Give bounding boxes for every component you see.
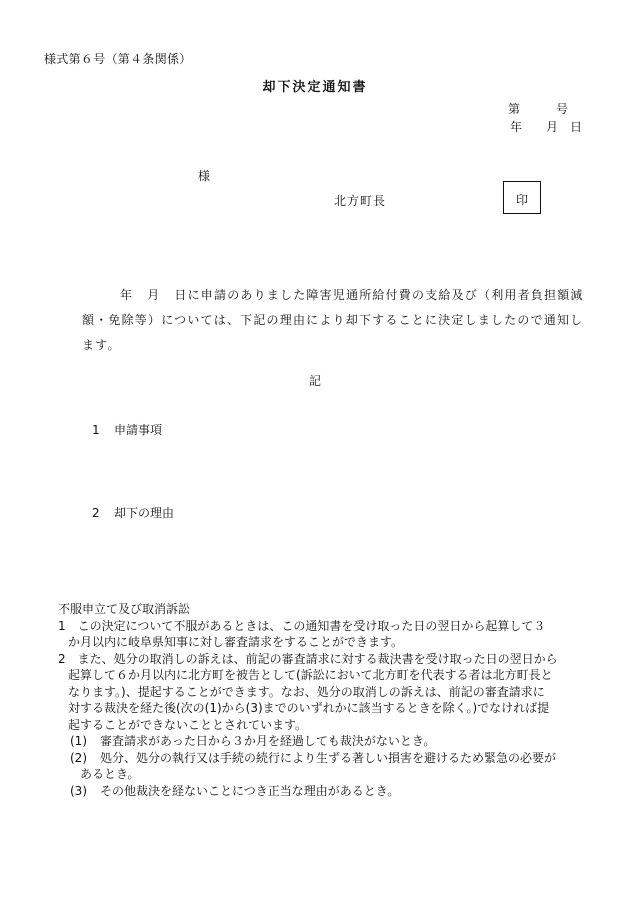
sub-number: (2) (70, 750, 87, 765)
doc-no-suffix: 号 (556, 102, 569, 116)
sub-number: (3) (70, 783, 87, 798)
notice-p1-line2: か月以内に岐阜県知事に対し審査請求をすることができます。 (68, 635, 404, 649)
sub-number: (1) (70, 734, 87, 748)
notice-p2-line1: 2 また、処分の取消しの訴えは、前記の審査請求に対する裁決書を受け取った日の翌日から (58, 651, 558, 666)
item-number: 1 (92, 423, 100, 437)
sub-text: 処分、処分の執行又は手続の続行により生ずる著しい損害を避けるため緊急の必要が (100, 750, 557, 765)
notice-sub-3 (58, 783, 598, 800)
notice-heading: 不服申立て及び取消訴訟 (58, 602, 191, 616)
body-year: 年 (120, 288, 134, 302)
item-number: 2 (92, 506, 100, 520)
notice-sub-1 (58, 733, 598, 750)
notice-p2-line4: 対する裁決を経た後(次の(1)から(3)までのいずれかに該当するときを除く。)でなければ提 (68, 701, 550, 715)
notice-sub-2 (58, 750, 598, 767)
form-number: 様式第６号（第４条関係） (44, 52, 192, 66)
item-label: 却下の理由 (114, 506, 175, 520)
sub-text: 審査請求があった日から３か月を経過しても裁決がないとき。 (100, 734, 436, 748)
item-label: 申請事項 (114, 423, 163, 437)
doc-no-prefix: 第 (508, 102, 521, 116)
body-line-1 (120, 286, 584, 303)
notice-sub-2-cont: あるとき。 (80, 767, 140, 781)
notice-p2-line2: 起算して６か月以内に北方町を被告として(訴訟において北方町を代表する者は北方町長と (68, 668, 553, 682)
addressee-honorific: 様 (198, 169, 211, 183)
document-number (508, 100, 568, 117)
page-title: 却下決定通知書 (262, 80, 368, 95)
date-day: 日 (570, 120, 583, 134)
body-month: 月 (147, 288, 161, 302)
body-line-2: 額・免除等）については、下記の理由により却下することに決定しましたので通知し (82, 313, 584, 327)
item-application-matter (92, 421, 162, 438)
sub-text: その他裁決を経ないことにつき正当な理由があるとき。 (100, 783, 400, 798)
issue-date (510, 118, 582, 135)
body-line-1-text: 日に申請のありました障害児通所給付費の支給及び（利用者負担額減 (174, 288, 584, 302)
notice-p1-line1: 1 この決定について不服があるときは、この通知書を受け取った日の翌日から起算して３ (58, 618, 546, 633)
sender-name: 北方町長 (334, 194, 387, 208)
notice-p2-line5: 起することができないこととされています。 (68, 717, 308, 732)
date-year: 年 (510, 120, 523, 134)
ki-heading: 記 (308, 374, 321, 388)
date-month: 月 (546, 120, 559, 134)
seal-box: 印 (503, 181, 541, 214)
notice-p2-line3: なります。)、提起することができます。なお、処分の取消しの訴えは、前記の審査請求に (68, 684, 545, 699)
item-rejection-reason (92, 504, 174, 521)
appeal-notice (58, 601, 598, 799)
body-line-3: ます。 (82, 338, 121, 352)
